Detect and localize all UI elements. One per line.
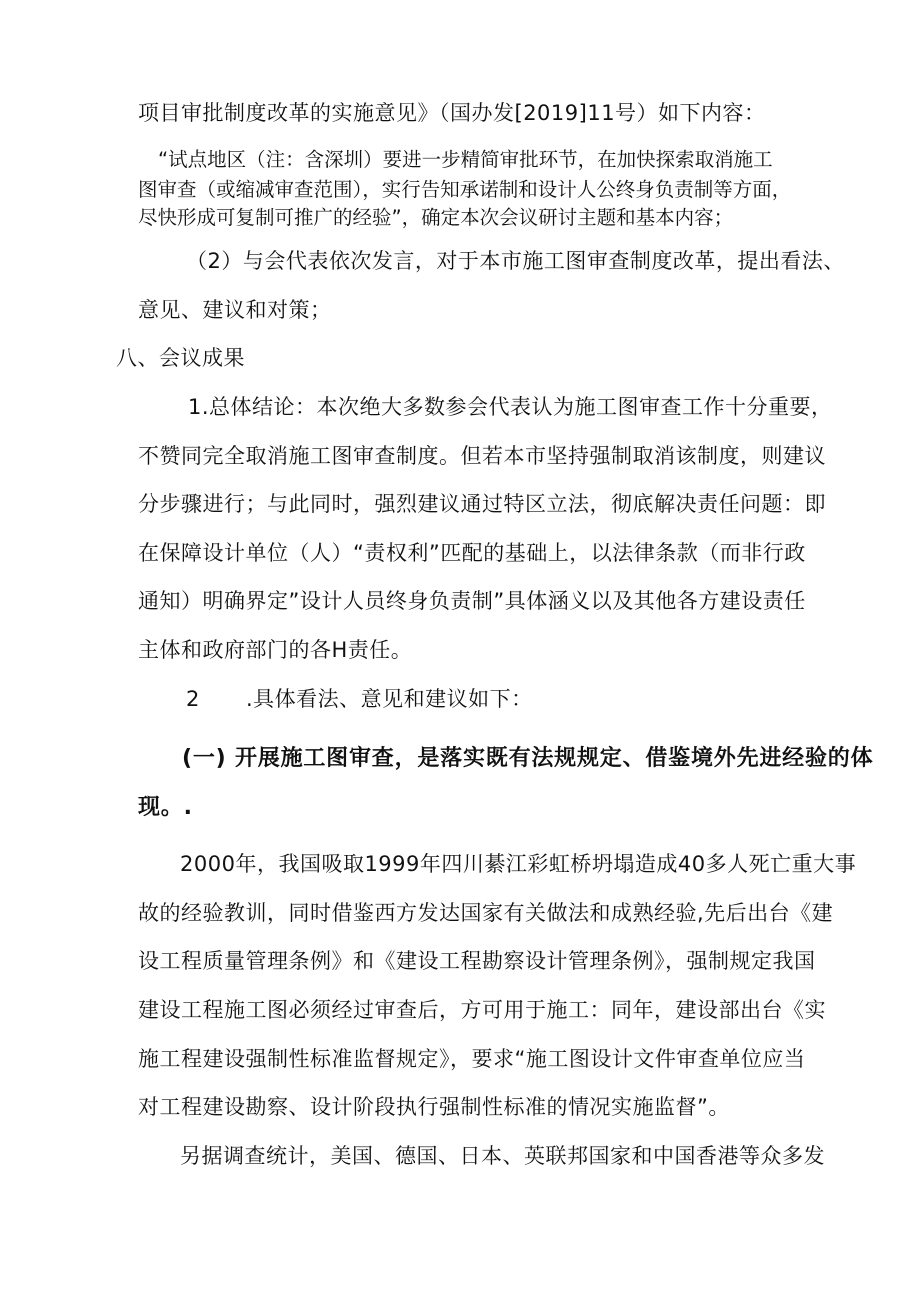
text-line-10: 分步骤进行；与此同时，强烈建议通过特区立法，彻底解决责任问题：即	[138, 492, 826, 516]
text-line-20: 建设工程施工图必须经过审查后，方可用于施工：同年，建设部出台《实	[138, 998, 826, 1022]
text-line-14: .具体看法、意见和建议如下：	[246, 687, 533, 711]
text-line-3: 图审查（或缩减审查范围），实行告知承诺制和设计人公终身负责制等方面，	[138, 178, 792, 201]
text-line-11: 在保障设计单位（人）“责权利”匹配的基础上，以法律条款（而非行政	[138, 541, 806, 565]
text-line-2: “试点地区（注：含深圳）要进一步精简审批环节，在加快探索取消施工	[158, 148, 773, 171]
text-line-12: 通知）明确界定”设计人员终身负责制”具体涵义以及其他各方建设责任	[138, 589, 806, 613]
text-line-1: 项目审批制度改革的实施意见》（国办发[2019]11号）如下内容：	[138, 101, 766, 125]
text-line-13: 主体和政府部门的各H责任。	[138, 638, 413, 662]
text-line-23: 另据调查统计，美国、德国、日本、英联邦国家和中国香港等众多发	[180, 1144, 825, 1168]
text-line-9: 不赞同完全取消施工图审查制度。但若本市坚持强制取消该制度，则建议	[138, 444, 826, 468]
text-line-21: 施工程建设强制性标准监督规定》，要求“施工图设计文件审查单位应当	[138, 1047, 806, 1071]
text-line-22: 对工程建设勘察、设计阶段执行强制性标准的情况实施监督”。	[138, 1095, 730, 1119]
text-line-8: 1.总体结论：本次绝大多数参会代表认为施工图审查工作十分重要，	[188, 395, 833, 419]
list-number-2: 2	[186, 687, 200, 711]
text-line-19: 设工程质量管理条例》和《建设工程勘察设计管理条例》，强制规定我国	[138, 949, 816, 973]
section-heading: 八、会议成果	[116, 346, 245, 370]
text-line-5: （2）与会代表依次发言，对于本市施工图审查制度改革，提出看法、	[186, 249, 845, 273]
text-line-6: 意见、建议和对策；	[138, 298, 332, 322]
text-line-4: 尽快形成可复制可推广的经验”，确定本次会议研讨主题和基本内容；	[138, 206, 734, 229]
subheading-line-1: (一) 开展施工图审查，是落实既有法规规定、借鉴境外先进经验的体	[182, 746, 874, 771]
text-line-17: 2000年，我国吸取1999年四川綦江彩虹桥坍塌造成40多人死亡重大事	[180, 852, 857, 876]
text-line-18: 故的经验教训，同时借鉴西方发达国家有关做法和成熟经验,先后出台《建	[138, 901, 834, 925]
subheading-line-2: 现。.	[138, 795, 193, 820]
